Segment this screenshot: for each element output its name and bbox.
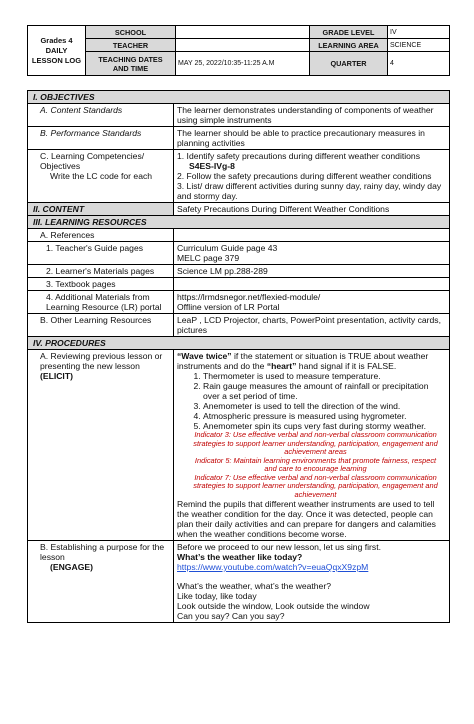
performance-standards-label bbox=[28, 127, 174, 150]
engage-tag: (ENGAGE) bbox=[50, 562, 93, 572]
wave-twice-bold: “Wave twice” bbox=[177, 351, 232, 361]
statement-item: 4. Atmospheric pressure is measured using hygrometer. bbox=[203, 411, 446, 421]
learning-resources-heading: III. LEARNING RESOURCES bbox=[28, 216, 450, 229]
song-title: What’s the weather like today? bbox=[177, 552, 303, 562]
statement-item: 5. Anemometer spin its cups very fast during stormy weather. bbox=[203, 421, 446, 431]
establishing-purpose-value bbox=[174, 541, 450, 623]
learning-area-value: SCIENCE bbox=[388, 39, 450, 52]
quarter-label: QUARTER bbox=[310, 52, 388, 76]
other-resources-value: LeaP , LCD Projector, charts, PowerPoint presentation, activity cards, pictures bbox=[174, 314, 450, 337]
grade-level-value: IV bbox=[388, 26, 450, 39]
lyric-line: What’s the weather, what’s the weather? bbox=[177, 581, 331, 591]
textbook-value bbox=[174, 278, 450, 291]
teaching-dates-value: MAY 25, 2022/10:35-11:25 A.M bbox=[176, 52, 310, 76]
school-label: SCHOOL bbox=[86, 26, 176, 39]
school-value bbox=[176, 26, 310, 39]
lr-portal-link[interactable]: https://lrmdsnegor.net/flexied-module/ bbox=[177, 292, 321, 302]
establishing-purpose-label-text: B. Establishing a purpose for the lesson bbox=[40, 542, 165, 562]
learners-materials-value: Science LM pp.288-289 bbox=[174, 265, 450, 278]
procedures-heading: IV. PROCEDURES bbox=[28, 337, 450, 350]
competency-3: 3. List/ draw different activities during sunny day, rainy day, windy day and stormy day. bbox=[177, 181, 442, 201]
competency-2: 2. Follow the safety precautions during different weather conditions bbox=[177, 171, 432, 181]
content-heading: II. CONTENT bbox=[28, 203, 174, 216]
wave-twice-rest: if the statement or situation is TRUE about weather instruments and do the bbox=[177, 351, 429, 371]
learning-competencies-label bbox=[28, 150, 174, 203]
reviewing-lesson-label-text: A. Reviewing previous lesson or presenting the new lesson bbox=[40, 351, 163, 371]
indicator-5-note: Indicator 5: Maintain learning environments that promote fairness, respect and care to encourage learning bbox=[194, 455, 437, 473]
indicator-3-note: Indicator 3: Use effective verbal and non-verbal classroom communication strategies to support learner understanding, participation, engagement and achievement areas bbox=[193, 430, 438, 456]
competency-code: S4ES-IVg-8 bbox=[189, 161, 235, 171]
wave-twice-instructions bbox=[177, 351, 446, 371]
references-value bbox=[174, 229, 450, 242]
performance-standards-value: The learner should be able to practice precautionary measures in planning activities bbox=[174, 127, 450, 150]
teacher-label: TEACHER bbox=[86, 39, 176, 52]
grades-cell bbox=[28, 26, 86, 76]
statement-item: 3. Anemometer is used to tell the direction of the wind. bbox=[203, 401, 446, 411]
learning-competencies-label-line2: Write the LC code for each bbox=[50, 171, 153, 181]
content-standards-value: The learner demonstrates understanding of components of weather using simple instruments bbox=[174, 104, 450, 127]
heart-bold: “heart” bbox=[266, 361, 297, 371]
lesson-log-label: LESSON LOG bbox=[31, 55, 82, 65]
textbook-label: 3. Textbook pages bbox=[28, 278, 174, 291]
lr-portal-offline: Offline version of LR Portal bbox=[177, 302, 280, 312]
header-table bbox=[27, 25, 450, 76]
teachers-guide-value-1: Curriculum Guide page 43 bbox=[177, 243, 278, 253]
competency-1: 1. Identify safety precautions during different weather conditions bbox=[177, 151, 420, 161]
lyric-line: Look outside the window, Look outside the window bbox=[177, 601, 370, 611]
grades-label: Grades 4 bbox=[40, 35, 73, 45]
lesson-plan-table bbox=[27, 90, 450, 623]
teachers-guide-value-2: MELC page 379 bbox=[177, 253, 240, 263]
other-resources-label: B. Other Learning Resources bbox=[28, 314, 174, 337]
content-standards-label bbox=[28, 104, 174, 127]
teaching-dates-label bbox=[86, 52, 176, 76]
additional-materials-value bbox=[174, 291, 450, 314]
reviewing-lesson-value bbox=[174, 350, 450, 541]
teachers-guide-label: 1. Teacher's Guide pages bbox=[28, 242, 174, 265]
quarter-value: 4 bbox=[388, 52, 450, 76]
teachers-guide-value bbox=[174, 242, 450, 265]
sing-intro: Before we proceed to our new lesson, let us sing first. bbox=[177, 542, 381, 552]
wave-twice-end: hand signal if it is FALSE. bbox=[296, 361, 397, 371]
lyric-line: Like today, like today bbox=[177, 591, 257, 601]
content-standards-label-text: A. Content Standards bbox=[40, 105, 123, 115]
elicit-tag: (ELICIT) bbox=[40, 371, 73, 381]
statement-list bbox=[177, 371, 446, 431]
teacher-value bbox=[176, 39, 310, 52]
content-value: Safety Precautions During Different Weather Conditions bbox=[174, 203, 450, 216]
establishing-purpose-label bbox=[28, 541, 174, 623]
objectives-heading: I. OBJECTIVES bbox=[28, 91, 450, 104]
indicator-7-note: Indicator 7: Use effective verbal and non-verbal classroom communication strategies to support learner understanding, participation, engagement and achievement bbox=[193, 472, 438, 499]
teaching-dates-label-line1: TEACHING DATES bbox=[98, 54, 163, 64]
reviewing-lesson-label bbox=[28, 350, 174, 541]
references-label: A. References bbox=[28, 229, 174, 242]
teaching-dates-label-line2: AND TIME bbox=[112, 63, 149, 73]
daily-label: DAILY bbox=[45, 45, 68, 55]
lyric-line: Can you say? Can you say? bbox=[177, 611, 285, 621]
song-video-link[interactable]: https://www.youtube.com/watch?v=euaQqxX9zpM bbox=[177, 562, 369, 572]
learning-competencies-value bbox=[174, 150, 450, 203]
remind-paragraph: Remind the pupils that different weather instruments are used to tell the weather condition for the day. Once it was detected, people can plan their daily activities and can prepare for dangers and calamities when the weather conditions become worse. bbox=[177, 499, 436, 539]
learners-materials-label: 2. Learner's Materials pages bbox=[28, 265, 174, 278]
grade-level-label: GRADE LEVEL bbox=[310, 26, 388, 39]
statement-item: 2. Rain gauge measures the amount of rainfall or precipitation over a set period of time. bbox=[203, 381, 446, 401]
learning-area-label: LEARNING AREA bbox=[310, 39, 388, 52]
additional-materials-label: 4. Additional Materials from Learning Resource (LR) portal bbox=[28, 291, 174, 314]
performance-standards-label-text: B. Performance Standards bbox=[40, 128, 142, 138]
learning-competencies-label-line1: C. Learning Competencies/ Objectives bbox=[40, 151, 145, 171]
statement-item: 1. Thermometer is used to measure temperature. bbox=[203, 371, 446, 381]
